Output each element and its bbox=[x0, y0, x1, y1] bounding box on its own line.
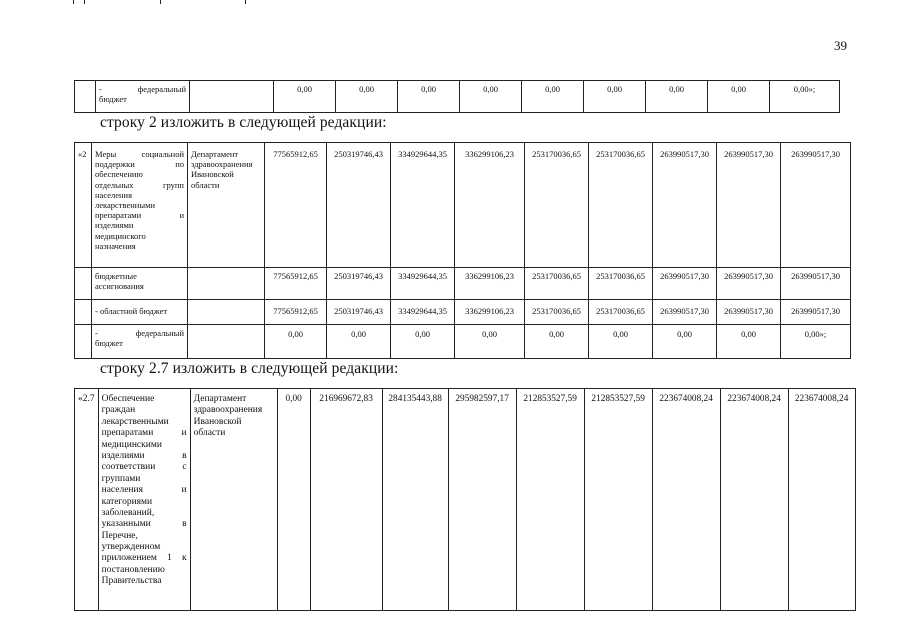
row-number: «2.7 bbox=[75, 389, 99, 611]
value-cell: 250319746,43 bbox=[327, 300, 391, 325]
row-name bbox=[98, 389, 190, 611]
text-line: назначения bbox=[95, 240, 136, 251]
executor-lines bbox=[191, 149, 261, 190]
value-cell: 0,00 bbox=[265, 325, 327, 359]
value-cell: 77565912,65 bbox=[265, 300, 327, 325]
table-row bbox=[75, 300, 851, 325]
row-number: «2 bbox=[75, 143, 92, 268]
table-row bbox=[75, 268, 851, 300]
value-cell: 0,00 bbox=[717, 325, 781, 359]
value-cell: 0,00 bbox=[584, 81, 646, 113]
text-line: препаратами и bbox=[101, 428, 187, 439]
value-cell: 223674008,24 bbox=[652, 389, 720, 611]
value-cell: 223674008,24 bbox=[720, 389, 788, 611]
value-cell: 0,00 bbox=[525, 325, 589, 359]
text-line: области bbox=[191, 179, 220, 190]
value-cell: 250319746,43 bbox=[327, 268, 391, 300]
name-part: бюджет bbox=[95, 338, 123, 349]
text-line: препаратами и bbox=[95, 210, 184, 221]
page-number: 39 bbox=[834, 38, 847, 53]
value-cell: 253170036,65 bbox=[525, 300, 589, 325]
text-line: Обеспечение bbox=[101, 394, 155, 404]
value-cell: 77565912,65 bbox=[265, 143, 327, 268]
name-part: - федеральный bbox=[95, 328, 184, 338]
row-name: - областной бюджет bbox=[92, 300, 188, 325]
value-cell: 263990517,30 bbox=[781, 268, 851, 300]
row-name bbox=[96, 81, 190, 113]
row-name: бюджетные ассигнования bbox=[92, 268, 188, 300]
value-cell: 0,00 bbox=[522, 81, 584, 113]
value-cell: 0,00 bbox=[589, 325, 653, 359]
value-cell: 223674008,24 bbox=[788, 389, 855, 611]
value-cell: 253170036,65 bbox=[525, 268, 589, 300]
value-cell: 0,00 bbox=[646, 81, 708, 113]
text-line: категориями bbox=[101, 496, 153, 507]
text-line: поддержки по bbox=[95, 159, 184, 170]
text-line: здравоохранения bbox=[191, 159, 253, 170]
value-cell: 212853527,59 bbox=[516, 389, 584, 611]
executor-cell bbox=[188, 300, 265, 325]
row-number bbox=[75, 81, 96, 113]
value-cell: 334929644,35 bbox=[391, 300, 455, 325]
table-row bbox=[75, 389, 856, 611]
value-cell: 336299106,23 bbox=[455, 143, 525, 268]
value-cell: 0,00 bbox=[398, 81, 460, 113]
value-cell: 253170036,65 bbox=[525, 143, 589, 268]
value-cell: 0,00 bbox=[391, 325, 455, 359]
value-cell: 0,00 bbox=[336, 81, 398, 113]
instruction-text: строку 2 изложить в следующей редакции: bbox=[100, 114, 387, 131]
table-row-2 bbox=[74, 142, 851, 359]
table-row bbox=[75, 81, 840, 113]
executor-cell bbox=[188, 325, 265, 359]
text-line: группами bbox=[101, 473, 141, 484]
value-cell: 284135443,88 bbox=[382, 389, 448, 611]
value-cell: 263990517,30 bbox=[653, 143, 717, 268]
previous-table-edge bbox=[73, 0, 85, 4]
previous-table-edge bbox=[160, 0, 161, 4]
text-line: Департамент bbox=[193, 394, 247, 404]
executor-cell bbox=[190, 389, 277, 611]
value-cell: 334929644,35 bbox=[391, 268, 455, 300]
value-cell: 0,00»; bbox=[770, 81, 840, 113]
text-line: населения bbox=[95, 189, 132, 200]
previous-table-edge bbox=[245, 0, 246, 4]
value-cell: 0,00 bbox=[653, 325, 717, 359]
row-name bbox=[92, 325, 188, 359]
table-top-fragment bbox=[74, 80, 840, 113]
value-cell: 253170036,65 bbox=[589, 268, 653, 300]
text-line: области bbox=[193, 428, 226, 439]
value-cell: 0,00 bbox=[274, 81, 336, 113]
value-cell: 295982597,17 bbox=[448, 389, 516, 611]
name-lines bbox=[102, 394, 187, 588]
name-part: федеральный bbox=[137, 84, 186, 94]
text-line: приложением 1 к bbox=[101, 553, 187, 564]
value-cell: 0,00 bbox=[708, 81, 770, 113]
value-cell: 263990517,30 bbox=[781, 300, 851, 325]
value-cell: 216969672,83 bbox=[310, 389, 382, 611]
name-part: бюджет bbox=[99, 94, 127, 105]
row-number bbox=[75, 325, 92, 359]
value-cell: 336299106,23 bbox=[455, 300, 525, 325]
value-cell: 263990517,30 bbox=[653, 300, 717, 325]
text-line: медицинского bbox=[95, 230, 146, 241]
value-cell: 253170036,65 bbox=[589, 300, 653, 325]
text-line: изделиями bbox=[95, 220, 134, 231]
text-line: утвержденном bbox=[101, 542, 161, 553]
executor-cell bbox=[188, 268, 265, 300]
text-line: Ивановской bbox=[191, 169, 234, 180]
value-cell: 0,00 bbox=[455, 325, 525, 359]
value-cell: 336299106,23 bbox=[455, 268, 525, 300]
value-cell: 212853527,59 bbox=[584, 389, 652, 611]
table-row-2-7 bbox=[74, 388, 856, 611]
text-line: постановлению bbox=[101, 564, 165, 575]
text-line: Департамент bbox=[191, 149, 239, 159]
value-cell: 263990517,30 bbox=[717, 268, 781, 300]
value-cell: 263990517,30 bbox=[717, 300, 781, 325]
value-cell: 0,00 bbox=[327, 325, 391, 359]
text-line: лекарственными bbox=[95, 199, 155, 210]
executor-lines bbox=[194, 394, 274, 440]
text-line: населения и bbox=[101, 485, 187, 496]
value-cell: 77565912,65 bbox=[265, 268, 327, 300]
value-cell: 263990517,30 bbox=[653, 268, 717, 300]
text-line: здравоохранения bbox=[193, 405, 263, 416]
text-line: Перечне, bbox=[101, 530, 138, 541]
text-line: Меры социальной bbox=[95, 149, 184, 159]
text-line: указанными в bbox=[101, 519, 187, 530]
text-line: медицинскими bbox=[101, 439, 162, 450]
value-cell: 0,00 bbox=[460, 81, 522, 113]
name-lines bbox=[95, 149, 184, 251]
text-line: граждан bbox=[101, 405, 136, 416]
text-line: Правительства bbox=[101, 576, 162, 587]
row-number bbox=[75, 300, 92, 325]
value-cell: 263990517,30 bbox=[717, 143, 781, 268]
value-cell: 0,00»; bbox=[781, 325, 851, 359]
text-line: изделиями в bbox=[101, 450, 187, 461]
text-line: лекарственными bbox=[101, 416, 169, 427]
row-name bbox=[92, 143, 188, 268]
value-cell: 253170036,65 bbox=[589, 143, 653, 268]
table-row bbox=[75, 325, 851, 359]
text-line: соответствии с bbox=[101, 462, 187, 473]
value-cell: 0,00 bbox=[277, 389, 310, 611]
value-cell: 250319746,43 bbox=[327, 143, 391, 268]
text-line: отдельных групп bbox=[95, 179, 184, 190]
value-cell: 263990517,30 bbox=[781, 143, 851, 268]
executor-cell bbox=[190, 81, 274, 113]
value-cell: 334929644,35 bbox=[391, 143, 455, 268]
text-line: Ивановской bbox=[193, 416, 242, 427]
text-line: заболеваний, bbox=[101, 507, 155, 518]
executor-cell bbox=[188, 143, 265, 268]
table-row bbox=[75, 143, 851, 268]
text-line: обеспечению bbox=[95, 169, 143, 180]
row-number bbox=[75, 268, 92, 300]
instruction-text: строку 2.7 изложить в следующей редакции: bbox=[100, 360, 399, 377]
name-part: - bbox=[99, 84, 102, 94]
